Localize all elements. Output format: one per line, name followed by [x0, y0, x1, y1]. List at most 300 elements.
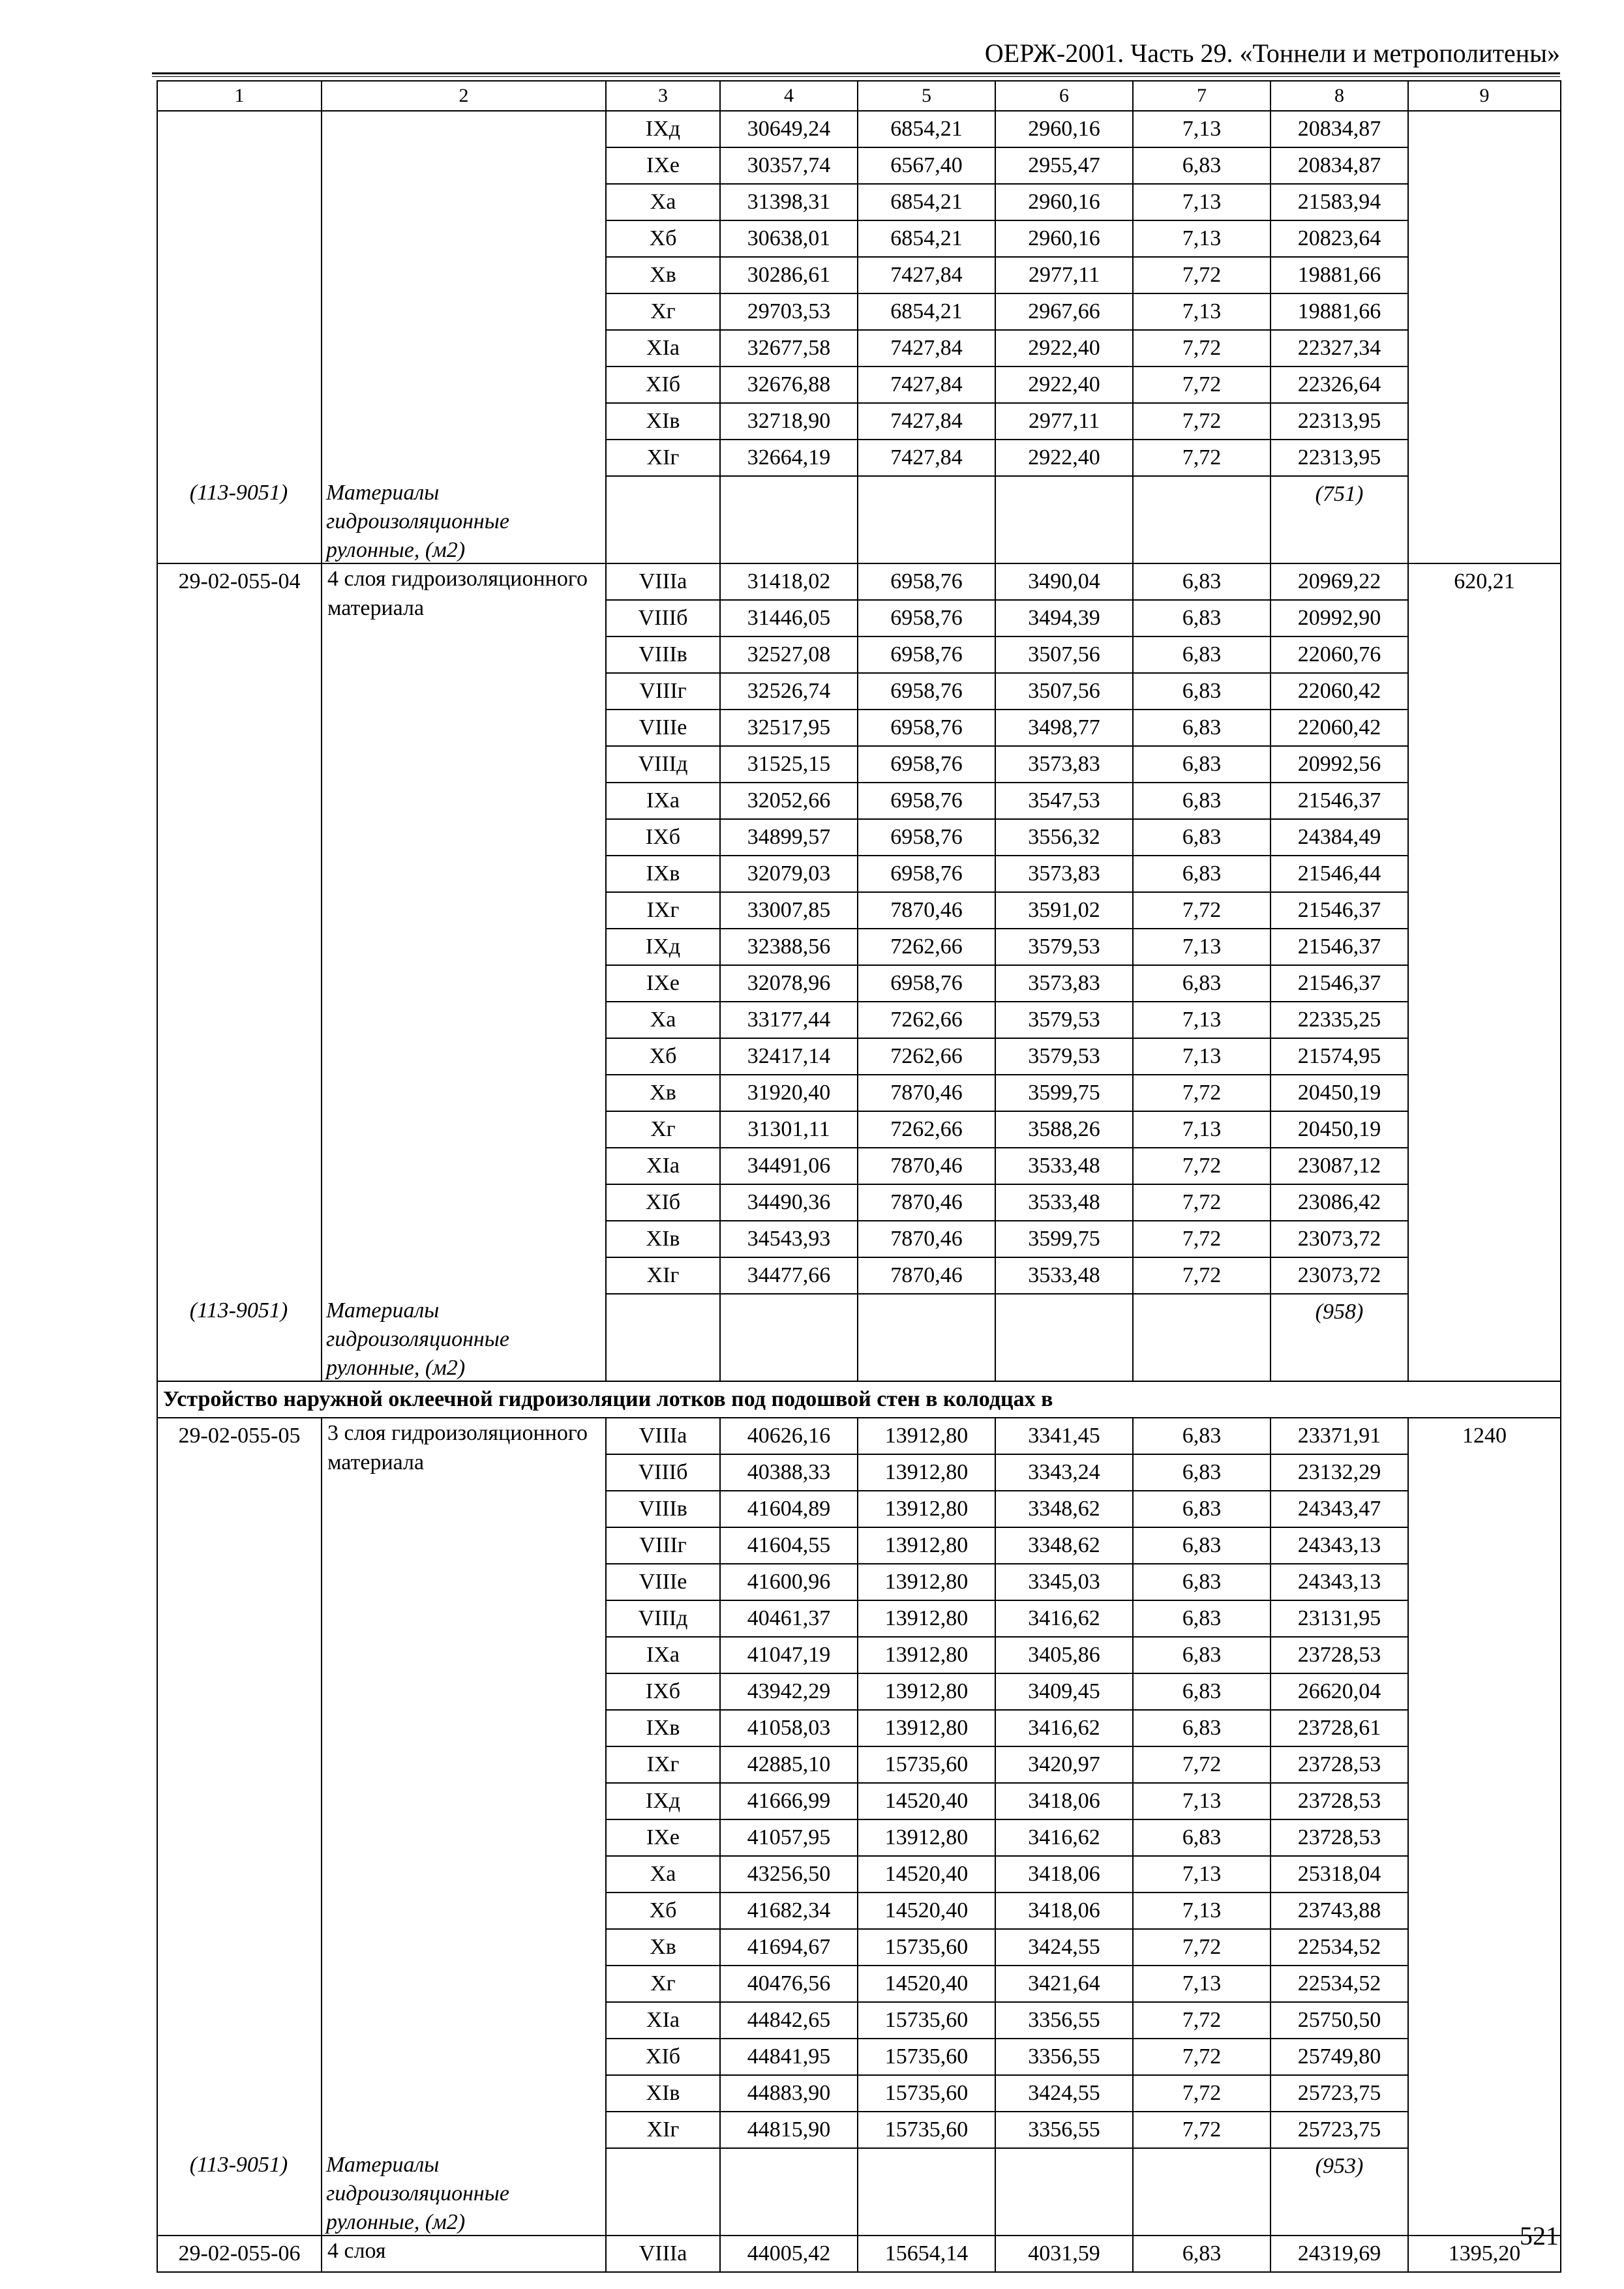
table-cell: 32676,88 [720, 367, 858, 403]
table-cell: 3418,06 [995, 1856, 1133, 1893]
table-cell: 2960,16 [995, 184, 1133, 220]
resource-name: Материалы гидроизоляционные рулонные, (м2) [326, 2153, 509, 2234]
table-cell: 3356,55 [995, 2002, 1133, 2039]
table-cell: 6854,21 [858, 111, 995, 147]
resource-code: (113-9051) [189, 2153, 288, 2177]
table-cell: 22335,25 [1271, 1002, 1408, 1038]
table-cell: 6,83 [1133, 2236, 1271, 2272]
resource-qty: (953) [1315, 2154, 1364, 2178]
table-cell: 15735,60 [858, 1746, 995, 1783]
table-cell: 3498,77 [995, 710, 1133, 746]
table-cell: 34490,36 [720, 1184, 858, 1221]
table-cell: 3416,62 [995, 1819, 1133, 1856]
table-cell: 6958,76 [858, 819, 995, 856]
resource-code: (113-9051) [189, 1298, 288, 1323]
empty-cell [1133, 2148, 1271, 2236]
table-cell: 6,83 [1133, 1418, 1271, 1454]
table-cell: 13912,80 [858, 1637, 995, 1673]
resource-qty-cell [1271, 2148, 1408, 2236]
table-cell: 7,13 [1133, 1111, 1271, 1148]
table-cell: 14520,40 [858, 1856, 995, 1893]
table-cell: Xа [606, 1856, 720, 1893]
empty-cell [720, 476, 858, 563]
table-cell: XIв [606, 2075, 720, 2112]
table-cell: 7427,84 [858, 440, 995, 476]
table-cell: 3599,75 [995, 1221, 1133, 1257]
table-cell: 3588,26 [995, 1111, 1133, 1148]
table-cell: 13912,80 [858, 1600, 995, 1637]
table-cell: 6,83 [1133, 783, 1271, 819]
empty-cell [606, 476, 720, 563]
table-cell: 7,72 [1133, 1929, 1271, 1966]
table-cell: XIв [606, 403, 720, 440]
table-cell: 32664,19 [720, 440, 858, 476]
table-cell: XIг [606, 440, 720, 476]
col-num: 6 [995, 81, 1133, 111]
table-cell: XIа [606, 2002, 720, 2039]
table-cell: 23371,91 [1271, 1418, 1408, 1454]
table-cell: 32527,08 [720, 636, 858, 673]
table-cell: 32388,56 [720, 929, 858, 965]
table-cell: IXа [606, 1637, 720, 1673]
table-cell: 6,83 [1133, 636, 1271, 673]
rates-table [157, 80, 1561, 2273]
table-cell: 3579,53 [995, 929, 1133, 965]
table-cell: 7,72 [1133, 1184, 1271, 1221]
table-cell: VIIIа [606, 563, 720, 600]
col-num: 8 [1271, 81, 1408, 111]
resource-code: (113-9051) [189, 481, 288, 505]
table-cell: 23728,53 [1271, 1746, 1408, 1783]
table-cell: 2977,11 [995, 257, 1133, 293]
table-cell: IXв [606, 856, 720, 892]
empty-cell [858, 1294, 995, 1381]
table-cell: 22060,42 [1271, 710, 1408, 746]
table-cell: 6854,21 [858, 220, 995, 257]
table-cell: 25749,80 [1271, 2039, 1408, 2075]
table-cell: 3424,55 [995, 2075, 1133, 2112]
table-cell: 3341,45 [995, 1418, 1133, 1454]
rate-description-cell: 3 слоя гидроизоляционного материала [322, 1418, 606, 2236]
table-cell: 3599,75 [995, 1075, 1133, 1111]
table-cell: 2922,40 [995, 330, 1133, 367]
table-cell: 3533,48 [995, 1148, 1133, 1184]
table-row [157, 111, 1561, 147]
table-cell: IXа [606, 783, 720, 819]
table-cell: 23132,29 [1271, 1454, 1408, 1491]
table-cell: XIб [606, 367, 720, 403]
table-cell: 20834,87 [1271, 111, 1408, 147]
table-cell: 41694,67 [720, 1929, 858, 1966]
rate-col9-cell [1408, 111, 1561, 563]
table-cell: 7,13 [1133, 1038, 1271, 1075]
table-cell: 31418,02 [720, 563, 858, 600]
table-cell: 25318,04 [1271, 1856, 1408, 1893]
table-cell: 23087,12 [1271, 1148, 1408, 1184]
table-cell: 22327,34 [1271, 330, 1408, 367]
table-cell: 20823,64 [1271, 220, 1408, 257]
table-cell: 6,83 [1133, 1819, 1271, 1856]
table-cell: 7,13 [1133, 111, 1271, 147]
table-cell: VIIIа [606, 2236, 720, 2272]
table-cell: 7,72 [1133, 1075, 1271, 1111]
table-cell: 14520,40 [858, 1893, 995, 1929]
table-cell: 3345,03 [995, 1564, 1133, 1600]
table-cell: Xг [606, 293, 720, 330]
header-rule [152, 72, 1560, 74]
table-cell: 13912,80 [858, 1418, 995, 1454]
col-num: 4 [720, 81, 858, 111]
table-cell: 23728,53 [1271, 1637, 1408, 1673]
resource-qty: (751) [1315, 482, 1364, 506]
table-cell: 20992,56 [1271, 746, 1408, 783]
table-cell: 23073,72 [1271, 1221, 1408, 1257]
table-cell: 22060,76 [1271, 636, 1408, 673]
table-cell: 6,83 [1133, 1564, 1271, 1600]
table-cell: IXд [606, 1783, 720, 1819]
table-cell: 7262,66 [858, 1002, 995, 1038]
table-cell: 3356,55 [995, 2039, 1133, 2075]
table-cell: 7427,84 [858, 257, 995, 293]
table-cell: 3573,83 [995, 965, 1133, 1002]
table-cell: VIIIд [606, 746, 720, 783]
table-cell: 7870,46 [858, 892, 995, 929]
table-cell: 6,83 [1133, 1673, 1271, 1710]
table-cell: 15735,60 [858, 2112, 995, 2148]
table-cell: Xб [606, 220, 720, 257]
table-cell: 24343,13 [1271, 1564, 1408, 1600]
table-cell: 7870,46 [858, 1184, 995, 1221]
table-cell: 13912,80 [858, 1564, 995, 1600]
table-cell: 6958,76 [858, 856, 995, 892]
table-cell: 41604,55 [720, 1527, 858, 1564]
table-cell: 3547,53 [995, 783, 1133, 819]
table-cell: 7,13 [1133, 184, 1271, 220]
table-cell: 3348,62 [995, 1527, 1133, 1564]
page-number: 521 [1520, 2221, 1559, 2251]
table-cell: 7,13 [1133, 1783, 1271, 1819]
table-cell: VIIIд [606, 1600, 720, 1637]
table-cell: 3490,04 [995, 563, 1133, 600]
table-cell: 7,72 [1133, 2039, 1271, 2075]
table-cell: 31398,31 [720, 184, 858, 220]
table-cell: XIб [606, 1184, 720, 1221]
table-cell: 7,72 [1133, 367, 1271, 403]
table-cell: 22313,95 [1271, 403, 1408, 440]
table-cell: 7,72 [1133, 1257, 1271, 1294]
table-cell: 7,13 [1133, 293, 1271, 330]
table-cell: 3416,62 [995, 1600, 1133, 1637]
table-cell: 24384,49 [1271, 819, 1408, 856]
table-cell: 7262,66 [858, 1111, 995, 1148]
table-cell: 6854,21 [858, 293, 995, 330]
table-cell: 6,83 [1133, 856, 1271, 892]
table-cell: IXб [606, 1673, 720, 1710]
resource-name: Материалы гидроизоляционные рулонные, (м2) [326, 1298, 509, 1380]
table-cell: 13912,80 [858, 1710, 995, 1746]
table-cell: 34543,93 [720, 1221, 858, 1257]
rate-code-cell: 29-02-055-05 [157, 1418, 322, 2236]
table-cell: VIIIв [606, 636, 720, 673]
table-cell: 15735,60 [858, 2039, 995, 2075]
table-cell: 44842,65 [720, 2002, 858, 2039]
table-cell: 6958,76 [858, 673, 995, 710]
table-cell: 3348,62 [995, 1491, 1133, 1527]
col-num: 1 [157, 81, 322, 111]
table-cell: 6,83 [1133, 1491, 1271, 1527]
table-cell: 7870,46 [858, 1257, 995, 1294]
table-cell: Xг [606, 1966, 720, 2002]
table-cell: 24319,69 [1271, 2236, 1408, 2272]
table-cell: 7,72 [1133, 1221, 1271, 1257]
table-cell: 19881,66 [1271, 293, 1408, 330]
table-cell: 22534,52 [1271, 1966, 1408, 2002]
table-cell: 32417,14 [720, 1038, 858, 1075]
table-cell: VIIIе [606, 1564, 720, 1600]
table-cell: 26620,04 [1271, 1673, 1408, 1710]
table-cell: 13912,80 [858, 1819, 995, 1856]
empty-cell [606, 2148, 720, 2236]
table-cell: VIIIг [606, 1527, 720, 1564]
table-cell: 7,13 [1133, 220, 1271, 257]
table-cell: 7,13 [1133, 1893, 1271, 1929]
table-cell: 41058,03 [720, 1710, 858, 1746]
table-cell: 3416,62 [995, 1710, 1133, 1746]
table-cell: 20992,90 [1271, 600, 1408, 636]
table-cell: IXе [606, 147, 720, 184]
table-cell: 41047,19 [720, 1637, 858, 1673]
table-cell: 6567,40 [858, 147, 995, 184]
table-cell: 7,72 [1133, 2002, 1271, 2039]
table-cell: IXе [606, 1819, 720, 1856]
table-cell: XIв [606, 1221, 720, 1257]
col-num: 9 [1408, 81, 1561, 111]
table-cell: 20450,19 [1271, 1111, 1408, 1148]
section-title: Устройство наружной оклеечной гидроизоляции лотков под подошвой стен в колодцах в [157, 1381, 1561, 1418]
table-cell: 3533,48 [995, 1257, 1133, 1294]
table-cell: 3424,55 [995, 1929, 1133, 1966]
table-cell: Xв [606, 257, 720, 293]
table-cell: 25723,75 [1271, 2112, 1408, 2148]
table-cell: 33177,44 [720, 1002, 858, 1038]
table-cell: XIг [606, 2112, 720, 2148]
table-cell: Xв [606, 1929, 720, 1966]
table-cell: 3409,45 [995, 1673, 1133, 1710]
table-cell: 21583,94 [1271, 184, 1408, 220]
table-cell: 32718,90 [720, 403, 858, 440]
table-cell: 6,83 [1133, 1637, 1271, 1673]
table-cell: 2977,11 [995, 403, 1133, 440]
table-cell: 6,83 [1133, 673, 1271, 710]
table-cell: 7262,66 [858, 1038, 995, 1075]
empty-cell [606, 1294, 720, 1381]
table-cell: 32052,66 [720, 783, 858, 819]
table-cell: 2922,40 [995, 440, 1133, 476]
table-cell: 6958,76 [858, 783, 995, 819]
table-cell: 25723,75 [1271, 2075, 1408, 2112]
col-num: 2 [322, 81, 606, 111]
table-cell: 29703,53 [720, 293, 858, 330]
table-cell: 3591,02 [995, 892, 1133, 929]
table-cell: 6,83 [1133, 1600, 1271, 1637]
table-cell: 31920,40 [720, 1075, 858, 1111]
table-cell: 40461,37 [720, 1600, 858, 1637]
table-cell: 30286,61 [720, 257, 858, 293]
table-cell: 7,72 [1133, 2075, 1271, 2112]
table-cell: VIIIг [606, 673, 720, 710]
table-cell: 3573,83 [995, 746, 1133, 783]
empty-cell [858, 476, 995, 563]
rate-code-cell: 29-02-055-04 [157, 563, 322, 1381]
table-cell: XIб [606, 2039, 720, 2075]
table-cell: 3579,53 [995, 1002, 1133, 1038]
table-cell: 44841,95 [720, 2039, 858, 2075]
table-cell: 3556,32 [995, 819, 1133, 856]
table-cell: 42885,10 [720, 1746, 858, 1783]
table-cell: 2960,16 [995, 111, 1133, 147]
empty-cell [858, 2148, 995, 2236]
table-cell: 14520,40 [858, 1966, 995, 2002]
table-cell: 24343,47 [1271, 1491, 1408, 1527]
table-cell: IXд [606, 929, 720, 965]
table-cell: 34899,57 [720, 819, 858, 856]
table-cell: 22313,95 [1271, 440, 1408, 476]
table-cell: 31446,05 [720, 600, 858, 636]
table-cell: 13912,80 [858, 1454, 995, 1491]
table-cell: IXд [606, 111, 720, 147]
resource-qty-cell [1271, 1294, 1408, 1381]
table-cell: 43256,50 [720, 1856, 858, 1893]
table-cell: 31525,15 [720, 746, 858, 783]
table-cell: 7,13 [1133, 929, 1271, 965]
table-cell: 23743,88 [1271, 1893, 1408, 1929]
table-cell: 6,83 [1133, 965, 1271, 1002]
table-cell: VIIIб [606, 600, 720, 636]
table-cell: 3420,97 [995, 1746, 1133, 1783]
table-cell: 3494,39 [995, 600, 1133, 636]
table-cell: 3418,06 [995, 1893, 1133, 1929]
table-cell: Xг [606, 1111, 720, 1148]
rate-description-cell: 4 слоя гидроизоляционного материала [322, 563, 606, 1381]
resource-qty-cell [1271, 476, 1408, 563]
table-cell: 21546,37 [1271, 892, 1408, 929]
table-cell: 41057,95 [720, 1819, 858, 1856]
table-cell: 24343,13 [1271, 1527, 1408, 1564]
table-cell: 7,72 [1133, 892, 1271, 929]
table-cell: Xв [606, 1075, 720, 1111]
table-cell: 4031,59 [995, 2236, 1133, 2272]
empty-cell [995, 2148, 1133, 2236]
table-cell: 13912,80 [858, 1527, 995, 1564]
table-cell: 25750,50 [1271, 2002, 1408, 2039]
table-cell: 7,72 [1133, 1148, 1271, 1184]
table-cell: 7870,46 [858, 1075, 995, 1111]
table-cell: 6,83 [1133, 746, 1271, 783]
table-cell: 32078,96 [720, 965, 858, 1002]
table-cell: 7870,46 [858, 1148, 995, 1184]
table-cell: 22326,64 [1271, 367, 1408, 403]
table-cell: 21546,37 [1271, 929, 1408, 965]
table-cell: XIг [606, 1257, 720, 1294]
resource-name: Материалы гидроизоляционные рулонные, (м2) [326, 481, 509, 562]
table-cell: 7,72 [1133, 330, 1271, 367]
column-number-row [157, 81, 1561, 111]
table-cell: 7,72 [1133, 2112, 1271, 2148]
table-cell: 41604,89 [720, 1491, 858, 1527]
empty-cell [720, 1294, 858, 1381]
section-title-row [157, 1381, 1561, 1418]
table-row [157, 1418, 1561, 1454]
table-cell: 3421,64 [995, 1966, 1133, 2002]
table-cell: Xб [606, 1893, 720, 1929]
table-cell: IXг [606, 892, 720, 929]
table-cell: 7427,84 [858, 330, 995, 367]
rate-col9-cell: 1395,20 [1408, 2236, 1561, 2272]
empty-cell [995, 476, 1133, 563]
table-cell: 6958,76 [858, 563, 995, 600]
table-cell: VIIIе [606, 710, 720, 746]
table-cell: 3418,06 [995, 1783, 1133, 1819]
rate-col9-cell: 620,21 [1408, 563, 1561, 1381]
table-cell: 6,83 [1133, 1710, 1271, 1746]
table-cell: 34477,66 [720, 1257, 858, 1294]
table-cell: 40476,56 [720, 1966, 858, 2002]
table-cell: 7262,66 [858, 929, 995, 965]
table-cell: 34491,06 [720, 1148, 858, 1184]
table-cell: 3579,53 [995, 1038, 1133, 1075]
table-cell: 3343,24 [995, 1454, 1133, 1491]
table-cell: 21574,95 [1271, 1038, 1408, 1075]
table-cell: IXг [606, 1746, 720, 1783]
empty-cell [1133, 476, 1271, 563]
table-cell: 3533,48 [995, 1184, 1133, 1221]
table-cell: 15735,60 [858, 2002, 995, 2039]
table-cell: 3507,56 [995, 673, 1133, 710]
resource-qty: (958) [1315, 1300, 1364, 1324]
table-cell: 32517,95 [720, 710, 858, 746]
col-num: 3 [606, 81, 720, 111]
page-header-title: ОЕРЖ-2001. Часть 29. «Тоннели и метрополитены» [984, 38, 1560, 68]
table-cell: 3356,55 [995, 2112, 1133, 2148]
table-row [157, 2236, 1561, 2272]
table-cell: 15654,14 [858, 2236, 995, 2272]
table-cell: 7,13 [1133, 1002, 1271, 1038]
table-cell: 7,13 [1133, 1966, 1271, 2002]
table-cell: 21546,44 [1271, 856, 1408, 892]
table-cell: 23728,53 [1271, 1819, 1408, 1856]
table-cell: IXб [606, 819, 720, 856]
rate-description-cell: 4 слоя [322, 2236, 606, 2272]
table-cell: 2922,40 [995, 367, 1133, 403]
table-cell: VIIIа [606, 1418, 720, 1454]
empty-cell [1133, 1294, 1271, 1381]
col-num: 5 [858, 81, 995, 111]
table-cell: 6958,76 [858, 746, 995, 783]
table-cell: 43942,29 [720, 1673, 858, 1710]
rate-code-cell: 29-02-055-06 [157, 2236, 322, 2272]
table-cell: 33007,85 [720, 892, 858, 929]
table-cell: 40388,33 [720, 1454, 858, 1491]
table-cell: 15735,60 [858, 1929, 995, 1966]
table-cell: 6958,76 [858, 636, 995, 673]
table-cell: 19881,66 [1271, 257, 1408, 293]
table-cell: 6,83 [1133, 1527, 1271, 1564]
table-cell: 41600,96 [720, 1564, 858, 1600]
table-cell: 20969,22 [1271, 563, 1408, 600]
table-cell: 23073,72 [1271, 1257, 1408, 1294]
table-cell: 6,83 [1133, 563, 1271, 600]
table-cell: 7870,46 [858, 1221, 995, 1257]
